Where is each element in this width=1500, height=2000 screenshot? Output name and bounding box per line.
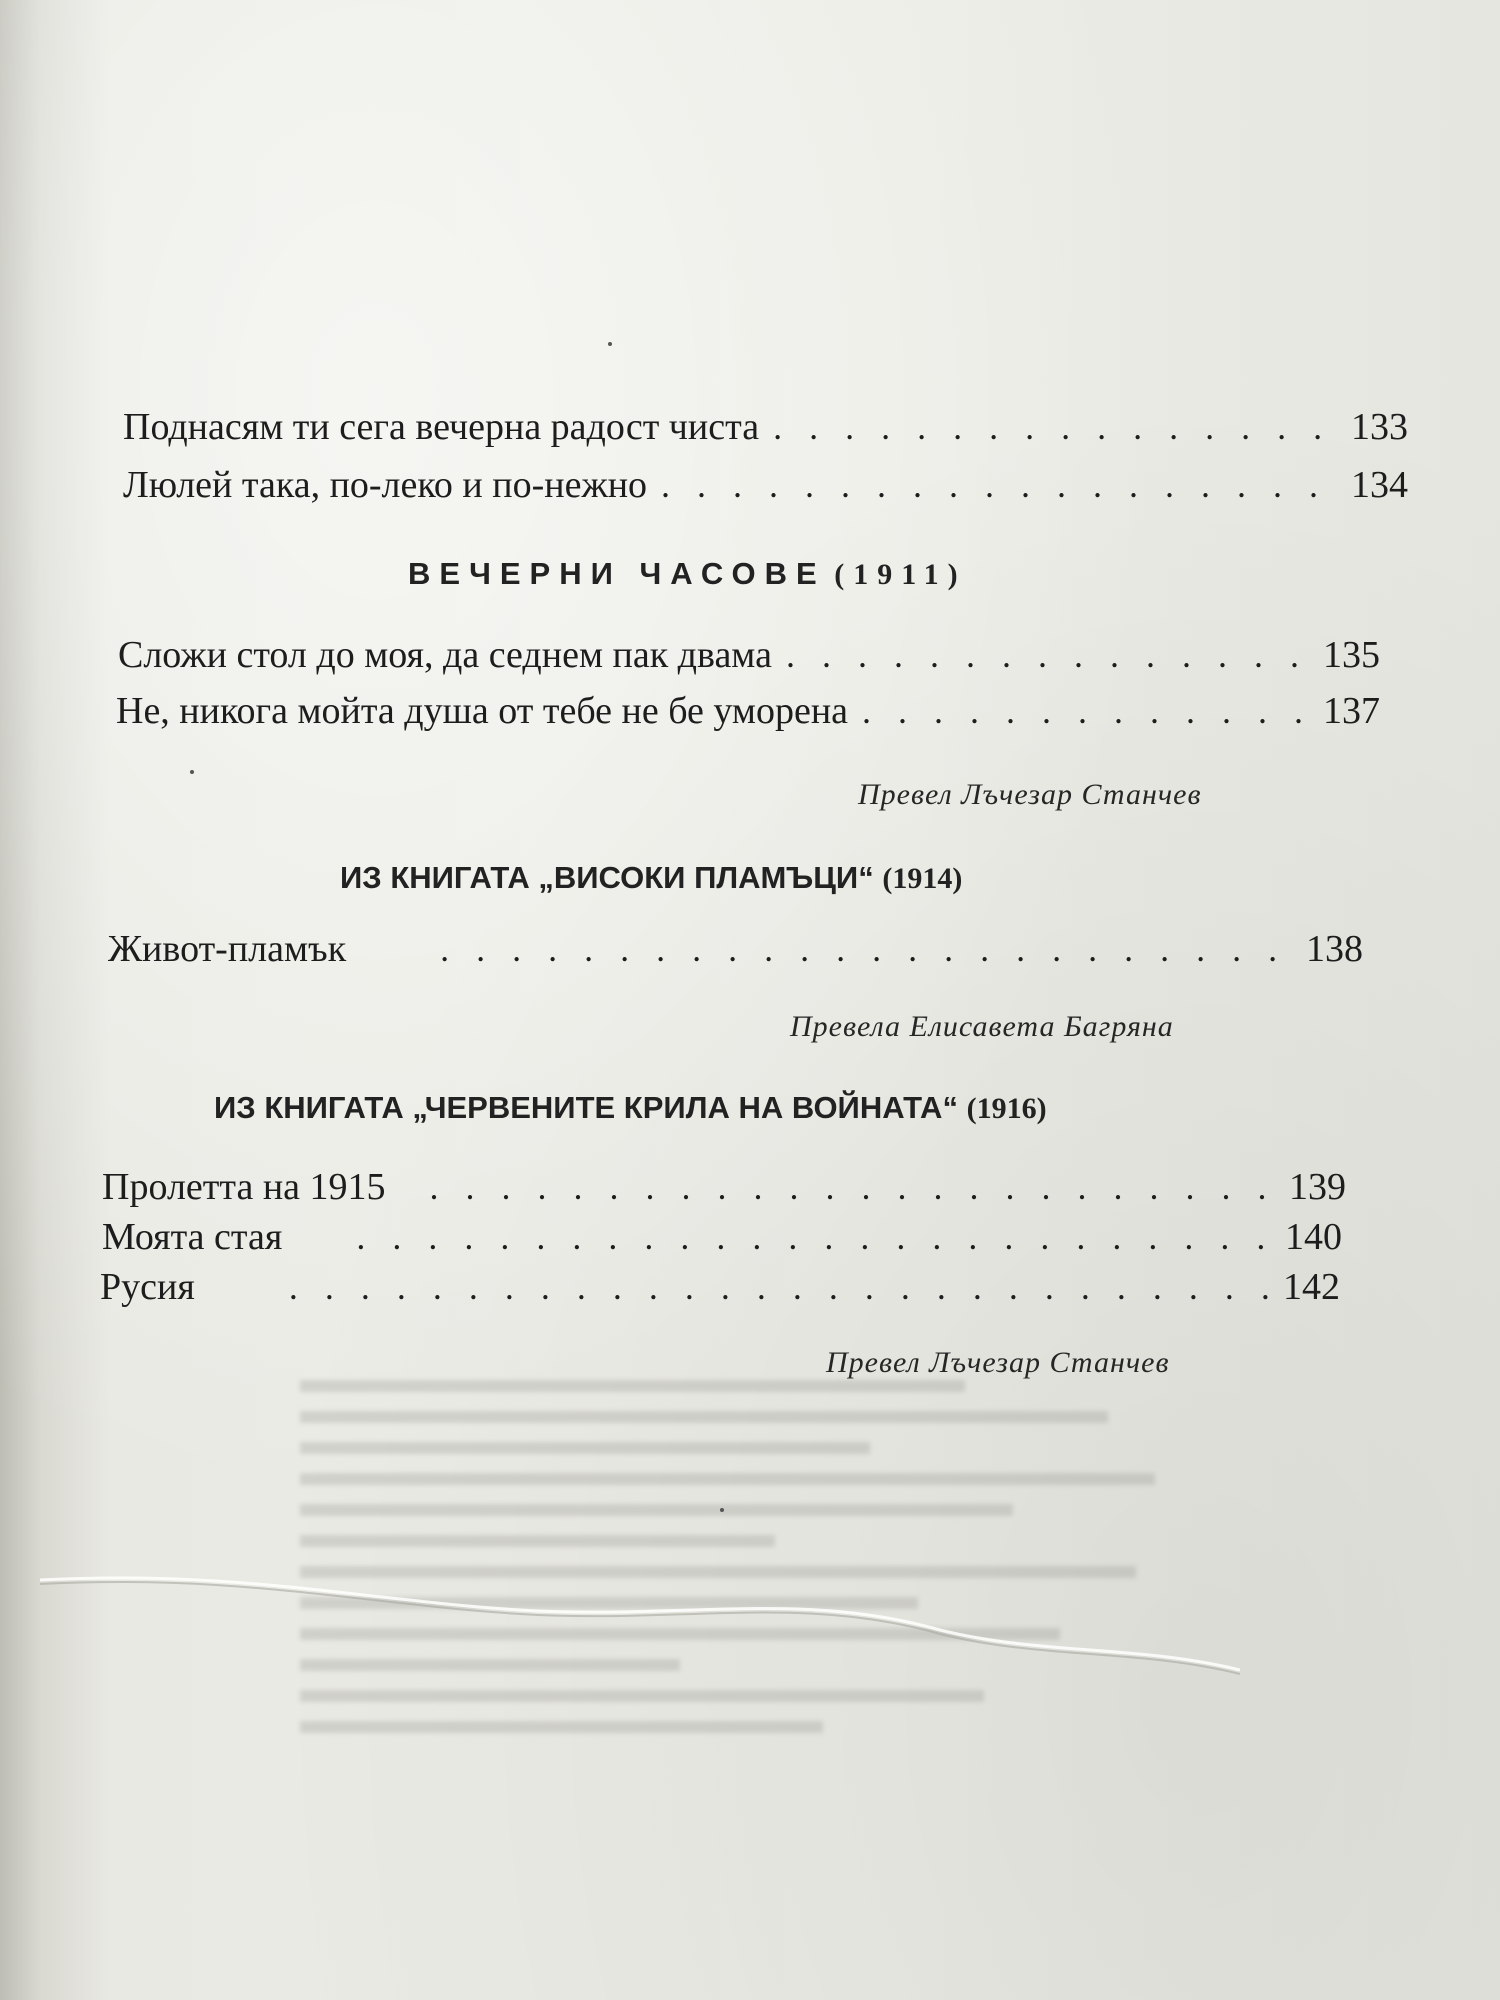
toc-entry — [102, 1168, 1346, 1206]
entry-page-number: 139 — [1289, 1166, 1346, 1208]
entry-title: Моята стая — [102, 1216, 283, 1258]
dot-leader — [289, 1269, 1269, 1305]
toc-entry — [108, 930, 1363, 968]
dot-leader — [440, 931, 1292, 967]
entry-page-number: 133 — [1351, 406, 1408, 448]
entry-title: Не, никога мойта душа от тебе не бе уморена — [116, 690, 849, 732]
entry-title: Пролетта на 1915 — [102, 1166, 386, 1208]
entry-page-number: 138 — [1306, 928, 1363, 970]
translator-credit: Превела Елисавета Багряна — [790, 1010, 1174, 1043]
entry-page-number: 140 — [1285, 1216, 1342, 1258]
dot-leader — [661, 467, 1337, 503]
entry-page-number: 137 — [1323, 690, 1380, 732]
translator-credit: Превел Лъчезар Станчев — [858, 778, 1202, 811]
section-year: (1916) — [966, 1092, 1047, 1125]
section-heading — [214, 1090, 1047, 1126]
dot-leader — [786, 637, 1309, 673]
entry-page-number: 134 — [1351, 464, 1408, 506]
entry-title: Поднасям ти сега вечерна радост чиста — [123, 406, 760, 448]
section-year: (1911) — [834, 558, 967, 591]
section-heading — [408, 556, 967, 592]
section-heading-text: ИЗ КНИГАТА „ВИСОКИ ПЛАМЪЦИ“ — [340, 860, 874, 895]
section-heading-text: ВЕЧЕРНИ ЧАСОВЕ — [408, 556, 826, 591]
ink-speck — [720, 1508, 724, 1512]
dot-leader — [430, 1169, 1275, 1205]
paper-crease — [40, 1560, 1240, 1680]
toc-entry — [102, 1218, 1342, 1256]
entry-page-number: 142 — [1283, 1266, 1340, 1308]
ink-speck — [190, 770, 194, 774]
translator-credit: Превел Лъчезар Станчев — [826, 1346, 1170, 1379]
entry-title: Живот-пламък — [108, 928, 347, 970]
toc-entry — [100, 1268, 1340, 1306]
dot-leader — [773, 409, 1337, 445]
toc-entry — [123, 466, 1408, 504]
section-heading-text: ИЗ КНИГАТА „ЧЕРВЕНИТЕ КРИЛА НА ВОЙНАТА“ — [214, 1090, 958, 1125]
toc-entry — [116, 692, 1380, 730]
entry-title: Сложи стол до моя, да седнем пак двама — [118, 634, 772, 676]
ink-speck — [608, 342, 612, 346]
dot-leader — [356, 1219, 1271, 1255]
section-year: (1914) — [882, 862, 963, 895]
toc-entry — [118, 636, 1380, 674]
dot-leader — [862, 693, 1309, 729]
entry-title: Русия — [100, 1266, 195, 1308]
toc-entry — [123, 408, 1408, 446]
entry-page-number: 135 — [1323, 634, 1380, 676]
section-heading — [340, 860, 962, 896]
entry-title: Люлей така, по-леко и по-нежно — [123, 464, 648, 506]
